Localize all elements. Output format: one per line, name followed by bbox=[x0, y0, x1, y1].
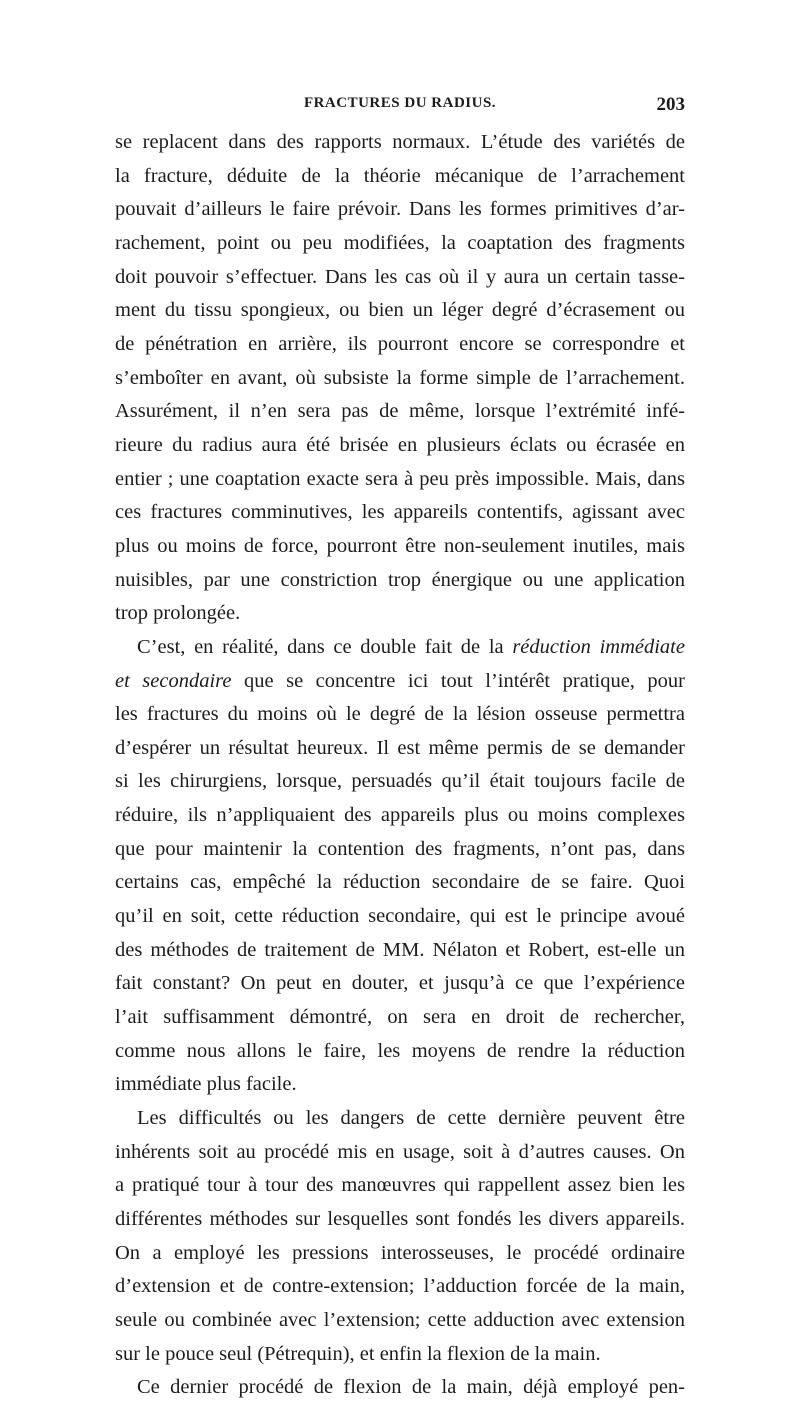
text-line bbox=[115, 362, 685, 396]
text-line bbox=[115, 900, 685, 934]
text-segment: la fracture, déduite de la théorie mécanique de l’arrachement bbox=[115, 164, 685, 187]
text-line bbox=[115, 1136, 685, 1170]
text-line bbox=[115, 597, 685, 631]
text-segment: nuisibles, par une constriction trop énergique ou une application bbox=[115, 568, 685, 591]
text-line bbox=[115, 1203, 685, 1237]
text-line bbox=[115, 833, 685, 867]
text-line bbox=[115, 261, 685, 295]
text-segment: d’extension et de contre-extension; l’adduction forcée de la main, bbox=[115, 1275, 685, 1298]
text-line bbox=[115, 193, 685, 227]
text-line bbox=[115, 1270, 685, 1304]
text-segment: C’est, en réalité, dans ce double fait de la bbox=[137, 635, 513, 658]
body-text bbox=[115, 126, 685, 1405]
text-segment: doit pouvoir s’effectuer. Dans les cas où il y aura un certain tasse- bbox=[115, 265, 685, 288]
text-segment: que pour maintenir la contention des fragments, n’ont pas, dans bbox=[115, 837, 685, 860]
text-segment: a pratiqué tour à tour des manœuvres qui rappellent assez bien les bbox=[115, 1174, 685, 1197]
text-segment: plus ou moins de force, pourront être non-seulement inutiles, mais bbox=[115, 534, 685, 557]
text-segment: rieure du radius aura été brisée en plusieurs éclats ou écrasée en bbox=[115, 433, 685, 456]
text-segment: On a employé les pressions interosseuses, le procédé ordinaire bbox=[115, 1241, 685, 1264]
text-segment: fait constant? On peut en douter, et jusqu’à ce que l’expérience bbox=[115, 972, 685, 995]
text-segment: trop prolongée. bbox=[115, 602, 241, 625]
text-segment: réduire, ils n’appliquaient des appareils plus ou moins complexes bbox=[115, 804, 685, 827]
text-segment: pouvait d’ailleurs le faire prévoir. Dans les formes primitives d’ar- bbox=[115, 198, 685, 221]
text-line bbox=[115, 530, 685, 564]
text-line bbox=[115, 765, 685, 799]
text-line bbox=[115, 732, 685, 766]
text-line bbox=[115, 126, 685, 160]
text-segment: différentes méthodes sur lesquelles sont fondés les divers appareils. bbox=[115, 1208, 685, 1230]
page-header bbox=[115, 95, 685, 119]
text-line bbox=[115, 463, 685, 497]
text-line bbox=[115, 227, 685, 261]
text-segment: comme nous allons le faire, les moyens de rendre la réduction bbox=[115, 1039, 685, 1062]
text-segment: de pénétration en arrière, ils pourront encore se correspondre et bbox=[115, 332, 685, 355]
text-line bbox=[115, 1169, 685, 1203]
text-segment: sur le pouce seul (Pétrequin), et enfin la flexion de la main. bbox=[115, 1342, 601, 1365]
italic-text: réduction immédiate bbox=[512, 635, 685, 658]
text-segment: que se concentre ici tout l’intérêt pratique, pour bbox=[231, 669, 685, 692]
text-segment: qu’il en soit, cette réduction secondaire, qui est le principe avoué bbox=[115, 905, 685, 928]
text-segment: si les chirurgiens, lorsque, persuadés qu’il était toujours facile de bbox=[115, 770, 685, 793]
text-line bbox=[115, 799, 685, 833]
text-segment: s’emboîter en avant, où subsiste la forme simple de l’arrachement. bbox=[115, 366, 685, 389]
text-line bbox=[115, 328, 685, 362]
text-segment: ces fractures comminutives, les appareils contentifs, agissant avec bbox=[115, 501, 685, 524]
text-segment: Assurément, il n’en sera pas de même, lorsque l’extrémité infé- bbox=[115, 400, 685, 423]
text-line bbox=[115, 294, 685, 328]
text-line bbox=[115, 1035, 685, 1069]
text-line bbox=[115, 1338, 685, 1372]
text-segment: inhérents soit au procédé mis en usage, soit à d’autres causes. On bbox=[115, 1140, 685, 1163]
text-line bbox=[115, 496, 685, 530]
text-line bbox=[115, 1237, 685, 1271]
text-segment: des méthodes de traitement de MM. Nélaton et Robert, est-elle un bbox=[115, 938, 685, 961]
running-title: FRACTURES DU RADIUS. bbox=[303, 95, 497, 111]
text-line bbox=[115, 1068, 685, 1102]
text-segment: l’ait suffisamment démontré, on sera en droit de rechercher, bbox=[115, 1006, 685, 1029]
text-line bbox=[115, 1371, 685, 1405]
italic-text: et secondaire bbox=[115, 669, 232, 692]
text-segment: immédiate plus facile. bbox=[115, 1073, 297, 1096]
text-segment: les fractures du moins où le degré de la lésion osseuse permettra bbox=[115, 703, 685, 726]
text-segment: rachement, point ou peu modifiées, la coaptation des fragments bbox=[115, 231, 685, 254]
text-segment: d’espérer un résultat heureux. Il est même permis de se demander bbox=[115, 736, 685, 759]
text-line bbox=[115, 866, 685, 900]
text-line bbox=[115, 934, 685, 968]
text-segment: Ce dernier procédé de flexion de la main, déjà employé pen- bbox=[137, 1376, 685, 1399]
text-line bbox=[115, 1304, 685, 1338]
text-line bbox=[115, 1001, 685, 1035]
text-segment: entier ; une coaptation exacte sera à peu près impossible. Mais, dans bbox=[115, 467, 685, 490]
text-segment: se replacent dans des rapports normaux. L’étude des variétés de bbox=[115, 131, 685, 153]
text-line bbox=[115, 160, 685, 194]
text-segment: ment du tissu spongieux, ou bien un léger degré d’écrasement ou bbox=[115, 299, 685, 322]
text-segment: Les difficultés ou les dangers de cette dernière peuvent être bbox=[137, 1107, 685, 1130]
page-number: 203 bbox=[656, 94, 685, 115]
text-line bbox=[115, 1102, 685, 1136]
text-segment: seule ou combinée avec l’extension; cette adduction avec extension bbox=[115, 1308, 685, 1331]
text-line bbox=[115, 967, 685, 1001]
text-segment: certains cas, empêché la réduction secondaire de se faire. Quoi bbox=[115, 871, 685, 894]
text-line bbox=[115, 631, 685, 665]
text-line bbox=[115, 395, 685, 429]
text-line bbox=[115, 429, 685, 463]
text-line bbox=[115, 564, 685, 598]
text-line bbox=[115, 698, 685, 732]
text-line bbox=[115, 665, 685, 699]
